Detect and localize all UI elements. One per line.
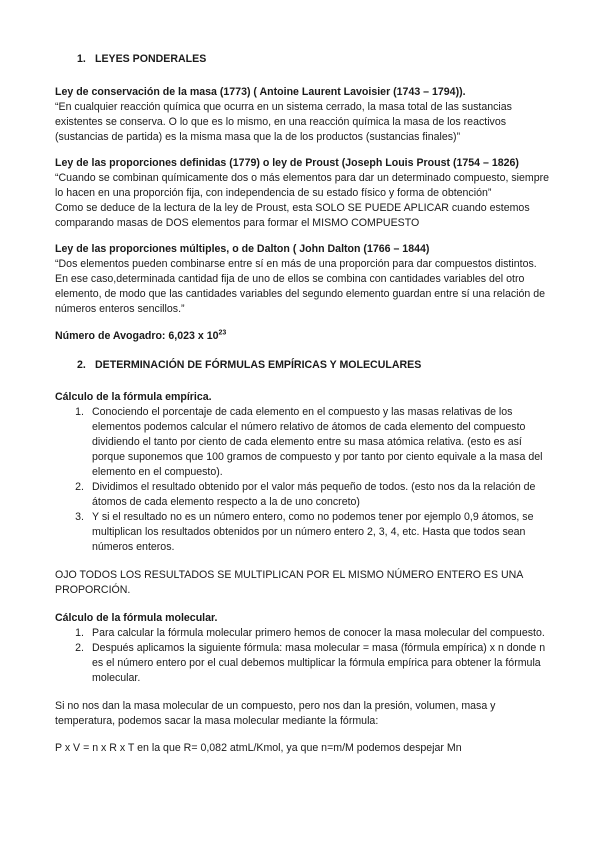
list-item	[55, 626, 550, 641]
law-title: Ley de las proporciones múltiples, o de Dalton ( John Dalton (1766 – 1844)	[55, 243, 430, 255]
law-body: “Cuando se combinan químicamente dos o más elementos para dar un determinado compuesto, siempre lo hacen en una proporción fija, con independencia de su estado físico y forma de obtención”	[55, 172, 550, 199]
molecular-steps	[55, 626, 550, 686]
avogadro-number	[55, 329, 550, 344]
law-title: Ley de las proporciones definidas (1779) o ley de Proust (Joseph Louis Proust (1754 – 1826)	[55, 157, 519, 169]
section-title: DETERMINACIÓN DE FÓRMULAS EMPÍRICAS Y MOLECULARES	[95, 359, 422, 371]
law-conservacion	[55, 85, 550, 145]
list-number: 3.	[75, 511, 84, 523]
section-title: LEYES PONDERALES	[95, 53, 207, 65]
list-number: 2.	[75, 642, 84, 654]
law-note: Como se deduce de la lectura de la ley de Proust, esta SOLO SE PUEDE APLICAR cuando estemos comparando masas de DOS elementos para formar el MISMO COMPUESTO	[55, 202, 530, 229]
law-proporciones-definidas	[55, 156, 550, 231]
section-number: 2.	[77, 359, 86, 371]
law-body: “En cualquier reacción química que ocurra en un sistema cerrado, la masa total de las sustancias existentes se conserva. O lo que es lo mismo, en una reacción química la masa de los reactivos (sustancias de partida) es la misma masa que la de los productos (sustancias finales)”	[55, 101, 512, 143]
list-text: Para calcular la fórmula molecular primero hemos de conocer la masa molecular del compuesto.	[92, 627, 545, 639]
section-heading-formulas	[77, 358, 550, 373]
list-number: 1.	[75, 406, 84, 418]
law-proporciones-multiples	[55, 242, 550, 317]
list-text: Después aplicamos la siguiente fórmula: masa molecular = masa (fórmula empírica) x n donde n es el número entero por el cual debemos multiplicar la fórmula empírica para obtener la fórmula molecular.	[92, 642, 546, 684]
list-number: 2.	[75, 481, 84, 493]
list-item	[55, 480, 550, 510]
law-body: “Dos elementos pueden combinarse entre sí en más de una proporción para dar compuestos distintos. En ese caso,determinada cantidad fija de uno de ellos se combina con cantidades variables del otro elemento, de modo que las cantidades variables del segundo elemento guardan entre sí una relación de números enteros sencillos.”	[55, 258, 545, 315]
molecular-title: Cálculo de la fórmula molecular.	[55, 612, 218, 624]
molecular-mass-paragraph: Si no nos dan la masa molecular de un compuesto, pero nos dan la presión, volumen, masa y temperatura, podemos sacar la masa molecular mediante la fórmula:	[55, 700, 496, 727]
molecular-formula-block	[55, 611, 550, 686]
list-text: Y si el resultado no es un número entero, como no podemos tener por ejemplo 0,9 átomos, se multiplican los resultados obtenidos por un número entero 2, 3, 4, etc. Hasta que todos sean números enteros.	[92, 511, 534, 553]
section-number: 1.	[77, 53, 86, 65]
law-title: Ley de conservación de la masa (1773) ( Antoine Laurent Lavoisier (1743 – 1794)).	[55, 86, 466, 98]
document-page	[55, 52, 550, 756]
list-item	[55, 641, 550, 686]
avogadro-exponent: 23	[218, 329, 227, 337]
ideal-gas-formula: P x V = n x R x T en la que R= 0,082 atmL/Kmol, ya que n=m/M podemos despejar Mn	[55, 742, 462, 754]
list-item	[55, 405, 550, 480]
list-text: Conociendo el porcentaje de cada elemento en el compuesto y las masas relativas de los elementos podemos calcular el número relativo de átomos de cada elemento del compuesto dividiendo el tanto por ciento de cada elemento entre su masa atómica relativa. (esto es así porque suponemos que 100 gramos de compuesto y por tanto por ciento equivale a la masa del elemento en el compuesto).	[92, 406, 543, 478]
empirical-formula-block	[55, 390, 550, 555]
avogadro-label: Número de Avogadro: 6,023 x 10	[55, 330, 219, 342]
multiplication-note: OJO TODOS LOS RESULTADOS SE MULTIPLICAN POR EL MISMO NÚMERO ENTERO ES UNA PROPORCIÓN.	[55, 569, 523, 596]
list-text: Dividimos el resultado obtenido por el valor más pequeño de todos. (esto nos da la relación de átomos de cada elemento respecto a la de uno concreto)	[92, 481, 536, 508]
list-item	[55, 510, 550, 555]
empirical-steps	[55, 405, 550, 555]
empirical-title: Cálculo de la fórmula empírica.	[55, 391, 212, 403]
list-number: 1.	[75, 627, 84, 639]
section-heading-leyes-ponderales	[77, 52, 550, 67]
